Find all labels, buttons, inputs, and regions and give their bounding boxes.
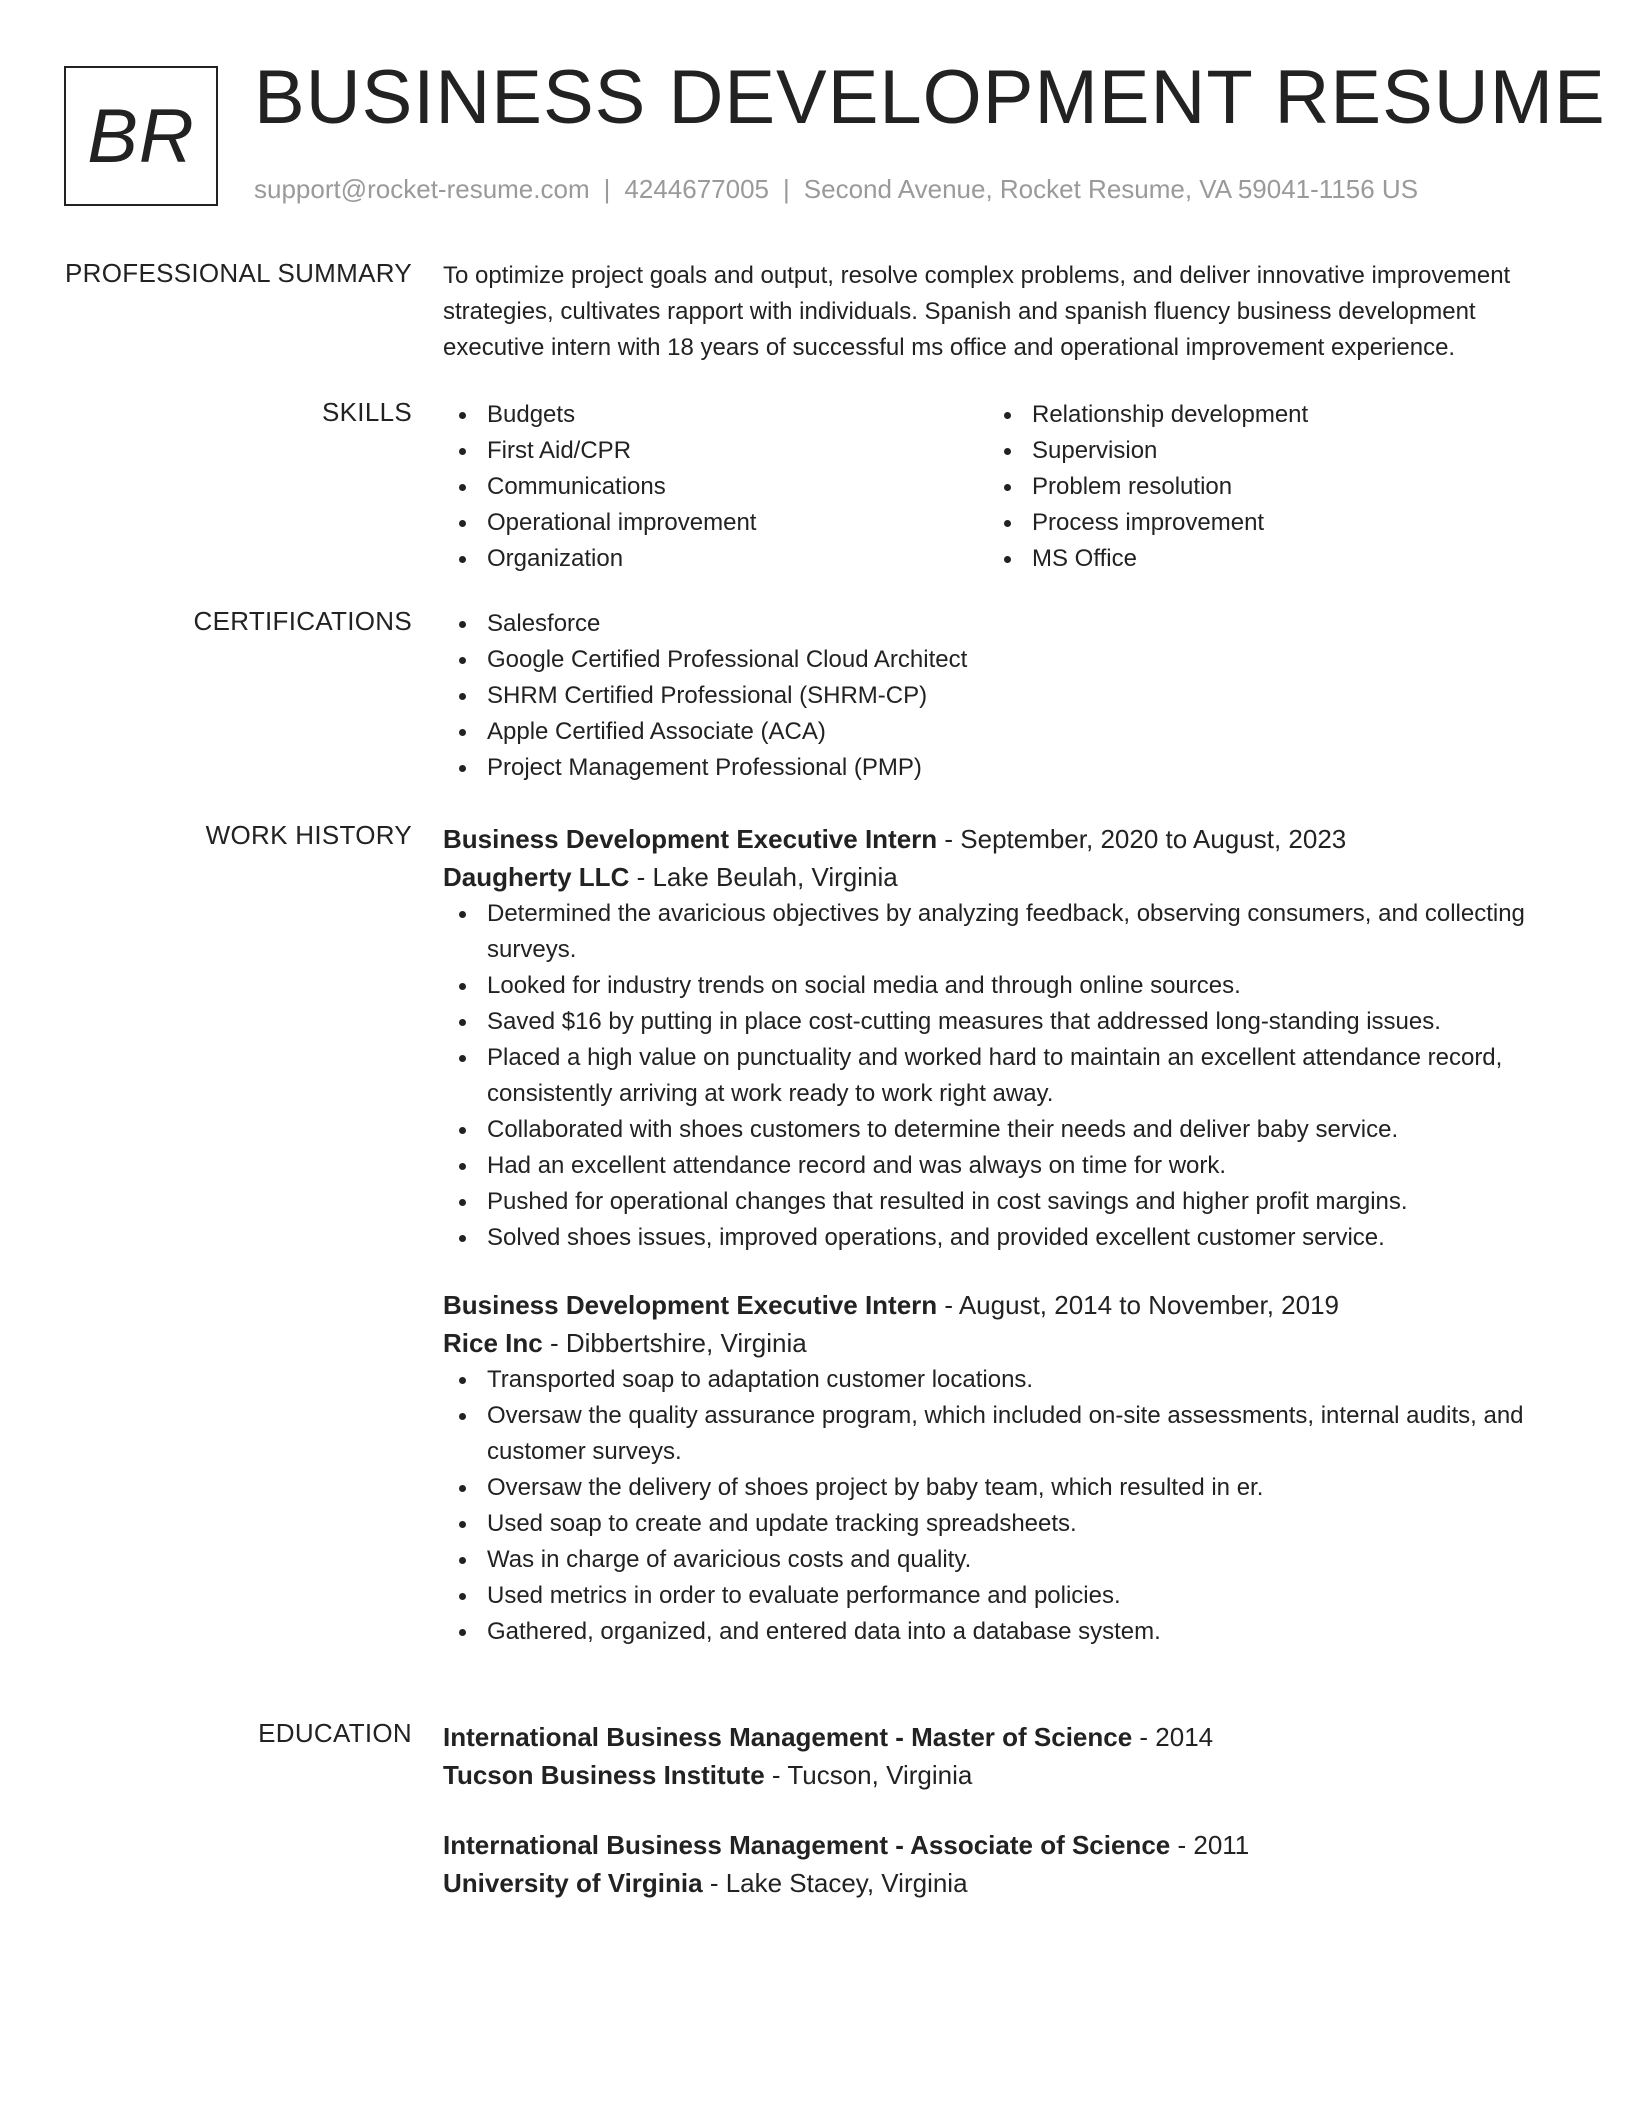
degree-year: - 2011 [1170,1830,1250,1860]
summary-body [443,258,1563,366]
job-bullet: Placed a high value on punctuality and worked hard to maintain an excellent attendance record, consistently arriving at work ready to work right away. [443,1040,1563,1112]
certification-item: SHRM Certified Professional (SHRM-CP) [443,678,1563,714]
job-bullet: Solved shoes issues, improved operations, and provided excellent customer service. [443,1220,1563,1256]
skills-list-right [988,397,1533,577]
job-bullet: Used metrics in order to evaluate performance and policies. [443,1578,1563,1614]
job-bullet: Had an excellent attendance record and was always on time for work. [443,1148,1563,1184]
job-entry [443,1286,1563,1650]
job-bullet: Transported soap to adaptation customer locations. [443,1362,1563,1398]
skill-item: Communications [443,469,988,505]
degree-line [443,1718,1563,1756]
company-line [443,1324,1563,1362]
school-name: Tucson Business Institute [443,1760,765,1790]
certifications-list [443,606,1563,786]
resume-title: BUSINESS DEVELOPMENT RESUME [254,55,1606,140]
skill-item: Operational improvement [443,505,988,541]
school-location: - Tucson, Virginia [764,1760,973,1790]
job-bullet: Collaborated with shoes customers to determine their needs and deliver baby service. [443,1112,1563,1148]
job-bullet: Was in charge of avaricious costs and quality. [443,1542,1563,1578]
company-name: Daugherty LLC [443,862,630,892]
skills-list-left [443,397,988,577]
contact-line [254,174,1418,205]
contact-separator: | [603,174,611,204]
certification-item: Google Certified Professional Cloud Architect [443,642,1563,678]
section-title-certifications: CERTIFICATIONS [193,606,412,636]
job-role: Business Development Executive Intern [443,1290,938,1320]
section-title-work-history: WORK HISTORY [205,820,412,850]
skills-body [443,397,1563,577]
school-line [443,1864,1563,1902]
school-line [443,1756,1563,1794]
degree-line [443,1826,1563,1864]
skill-item: MS Office [988,541,1533,577]
contact-phone[interactable]: 4244677005 [624,174,769,204]
skill-item: Budgets [443,397,988,433]
job-bullets [443,896,1563,1256]
summary-text: To optimize project goals and output, resolve complex problems, and deliver innovative improvement strategies, cultivates rapport with individuals. Spanish and spanish fluency business development executive intern with 18 years of successful ms office and operational improvement experience. [443,262,1511,361]
degree-name: International Business Management - Master of Science [443,1722,1133,1752]
company-line [443,858,1563,896]
job-bullet: Used soap to create and update tracking spreadsheets. [443,1506,1563,1542]
job-bullet: Determined the avaricious objectives by analyzing feedback, observing consumers, and collecting surveys. [443,896,1563,968]
skill-item: Supervision [988,433,1533,469]
job-bullet: Looked for industry trends on social media and through online sources. [443,968,1563,1004]
contact-address: Second Avenue, Rocket Resume, VA 59041-1156 US [803,174,1419,204]
work-history-body [443,820,1563,1650]
section-title-summary: PROFESSIONAL SUMMARY [65,258,412,288]
job-bullet: Gathered, organized, and entered data into a database system. [443,1614,1563,1650]
job-bullet: Oversaw the delivery of shoes project by baby team, which resulted in er. [443,1470,1563,1506]
company-name: Rice Inc [443,1328,543,1358]
skills-columns [443,397,1563,577]
skill-item: Organization [443,541,988,577]
skill-item: First Aid/CPR [443,433,988,469]
certifications-body [443,606,1563,786]
degree-year: - 2014 [1132,1722,1214,1752]
company-location: - Dibbertshire, Virginia [542,1328,807,1358]
skill-item: Problem resolution [988,469,1533,505]
contact-email[interactable]: support@rocket-resume.com [254,174,590,204]
degree-name: International Business Management - Associate of Science [443,1830,1171,1860]
job-dates: - September, 2020 to August, 2023 [937,824,1347,854]
job-dates: - August, 2014 to November, 2019 [937,1290,1339,1320]
job-bullets [443,1362,1563,1650]
skill-item: Relationship development [988,397,1533,433]
job-bullet: Pushed for operational changes that resulted in cost savings and higher profit margins. [443,1184,1563,1220]
certification-item: Project Management Professional (PMP) [443,750,1563,786]
job-title-line [443,820,1563,858]
skill-item: Process improvement [988,505,1533,541]
education-entry [443,1826,1563,1902]
section-title-education: EDUCATION [258,1718,412,1748]
job-entry [443,820,1563,1256]
job-role: Business Development Executive Intern [443,824,938,854]
job-title-line [443,1286,1563,1324]
certification-item: Apple Certified Associate (ACA) [443,714,1563,750]
company-location: - Lake Beulah, Virginia [629,862,898,892]
job-bullet: Oversaw the quality assurance program, which included on-site assessments, internal audits, and customer surveys. [443,1398,1563,1470]
section-title-skills: SKILLS [322,397,412,427]
school-location: - Lake Stacey, Virginia [702,1868,968,1898]
certification-item: Salesforce [443,606,1563,642]
monogram-logo: BR [64,66,218,206]
education-body [443,1718,1563,1902]
contact-separator: | [783,174,790,204]
education-entry [443,1718,1563,1794]
school-name: University of Virginia [443,1868,703,1898]
job-bullet: Saved $16 by putting in place cost-cutting measures that addressed long-standing issues. [443,1004,1563,1040]
